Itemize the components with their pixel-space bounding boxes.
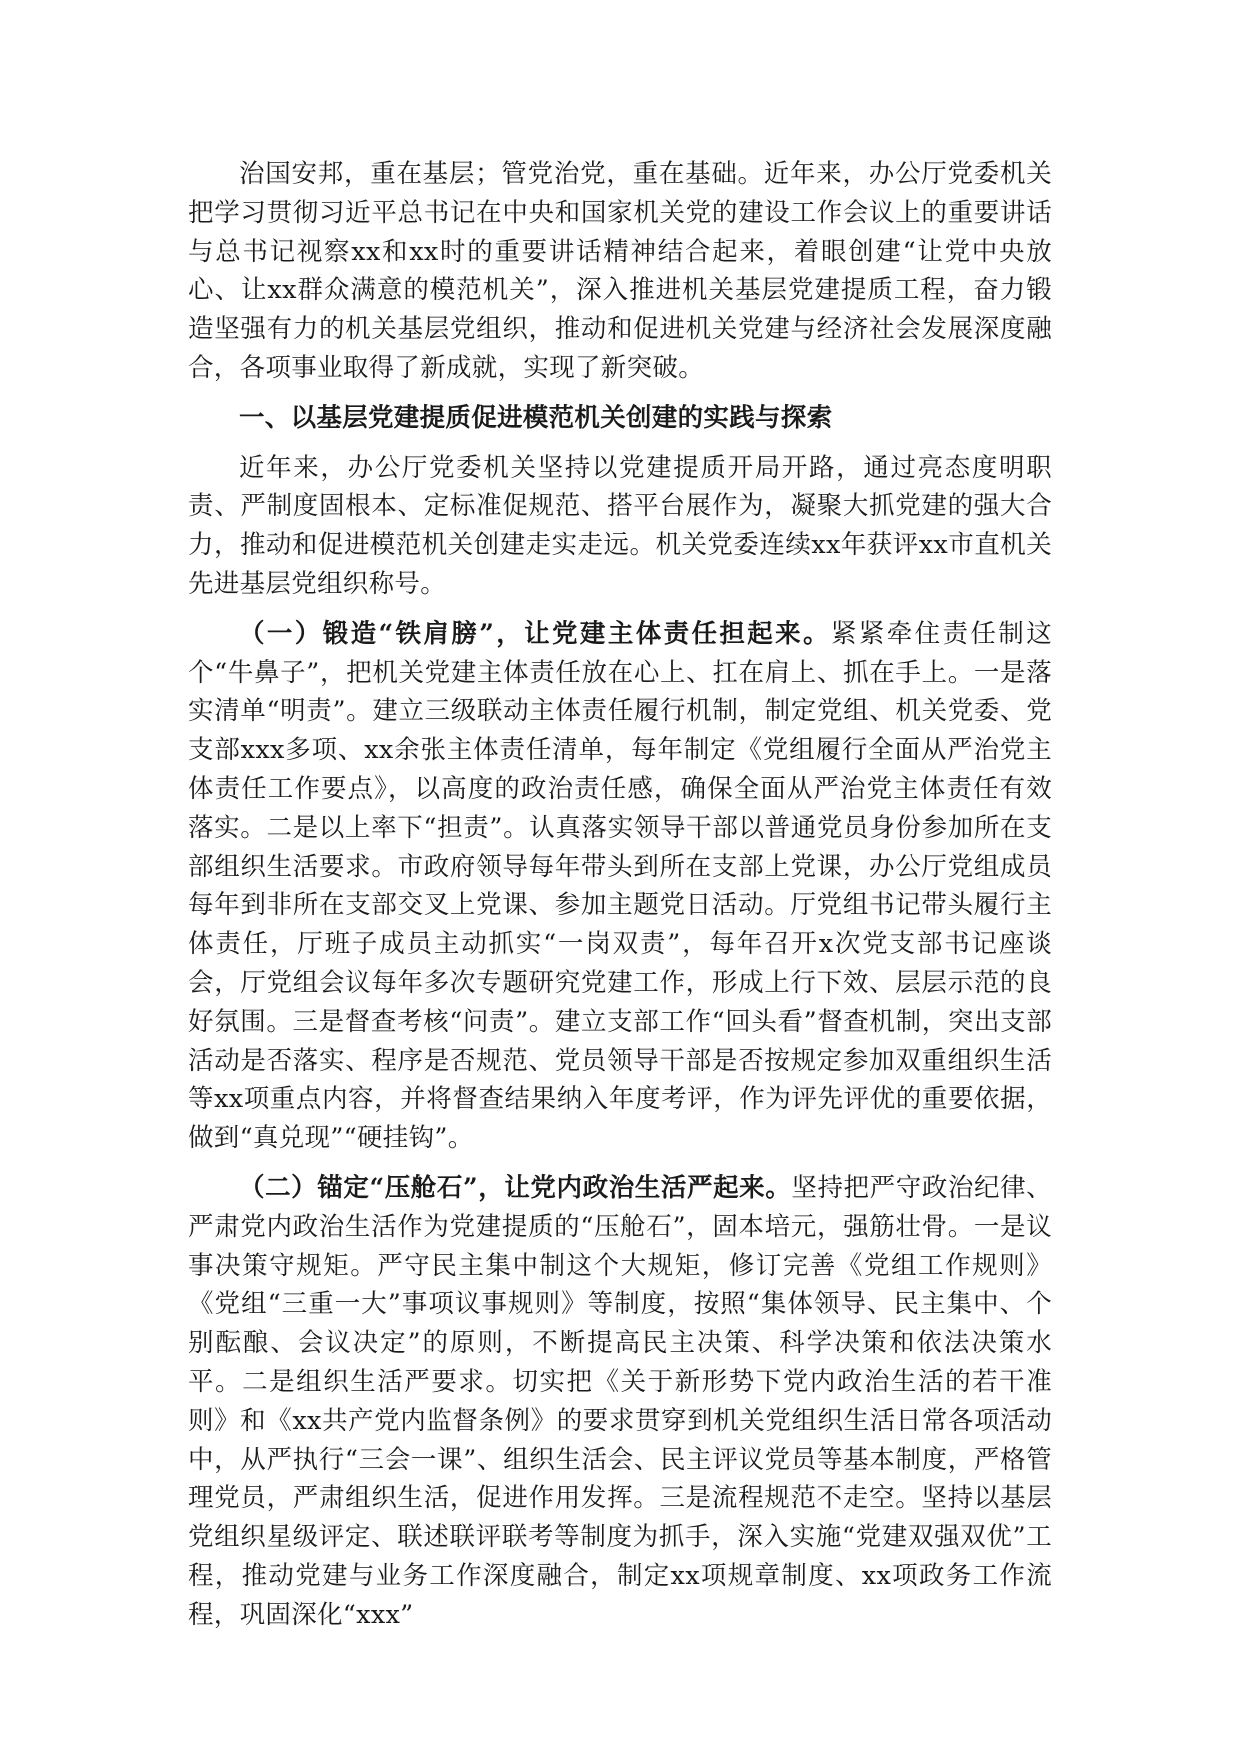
item-1-paragraph [188,615,1052,1158]
document-page [188,155,1052,1634]
item-2-paragraph [188,1169,1052,1635]
intro-paragraph: 治国安邦，重在基层；管党治党，重在基础。近年来，办公厅党委机关把学习贯彻习近平总书记在中央和国家机关党的建设工作会议上的重要讲话与总书记视察xx和xx时的重要讲话精神结合起来，着眼创建“让党中央放心、让xx群众满意的模范机关”，深入推进机关基层党建提质工程，奋力锻造坚强有力的机关基层党组织，推动和促进机关党建与经济社会发展深度融合，各项事业取得了新成就，实现了新突破。 [188,159,1052,383]
section-intro-paragraph: 近年来，办公厅党委机关坚持以党建提质开局开路，通过亮态度明职责、严制度固根本、定标准促规范、搭平台展作为，凝聚大抓党建的强大合力，推动和促进模范机关创建走实走远。机关党委连续xx年获评xx市直机关先进基层党组织称号。 [188,452,1052,599]
item-1-body: 紧紧牵住责任制这个“牛鼻子”，把机关党建主体责任放在心上、扛在肩上、抓在手上。一是落实清单“明责”。建立三级联动主体责任履行机制，制定党组、机关党委、党支部xxx多项、xx余张主体责任清单，每年制定《党组履行全面从严治党主体责任工作要点》，以高度的政治责任感，确保全面从严治党主体责任有效落实。二是以上率下“担责”。认真落实领导干部以普通党员身份参加所在支部组织生活要求。市政府领导每年带头到所在支部上党课，办公厅党组成员每年到非所在支部交叉上党课、参加主题党日活动。厅党组书记带头履行主体责任，厅班子成员主动抓实“一岗双责”，每年召开x次党支部书记座谈会，厅党组会议每年多次专题研究党建工作，形成上行下效、层层示范的良好氛围。三是督查考核“问责”。建立支部工作“回头看”督查机制，突出支部活动是否落实、程序是否规范、党员领导干部是否按规定参加双重组织生活等xx项重点内容，并将督查结果纳入年度考评，作为评先评优的重要依据，做到“真兑现”“硬挂钩”。 [188,618,1052,1154]
section-heading: 一、以基层党建提质促进模范机关创建的实践与探索 [239,402,833,433]
item-2-body: 坚持把严守政治纪律、严肃党内政治生活作为党建提质的“压舱石”，固本培元，强筋壮骨。一是议事决策守规矩。严守民主集中制这个大规矩，修订完善《党组工作规则》《党组“三重一大”事项议事规则》等制度，按照“集体领导、民主集中、个别酝酿、会议决定”的原则，不断提高民主决策、科学决策和依法决策水平。二是组织生活严要求。切实把《关于新形势下党内政治生活的若干准则》和《xx共产党内监督条例》的要求贯穿到机关党组织生活日常各项活动中，从严执行“三会一课”、组织生活会、民主评议党员等基本制度，严格管理党员，严肃组织生活，促进作用发挥。三是流程规范不走空。坚持以基层党组织星级评定、联述联评联考等制度为抓手，深入实施“党建双强双优”工程，推动党建与业务工作深度融合，制定xx项规章制度、xx项政务工作流程，巩固深化“xxx” [188,1172,1052,1630]
item-2-lead: （二）锚定“压舱石”，让党内政治生活严起来。 [239,1172,792,1203]
item-1-lead: （一）锻造“铁肩膀”，让党建主体责任担起来。 [239,618,831,649]
